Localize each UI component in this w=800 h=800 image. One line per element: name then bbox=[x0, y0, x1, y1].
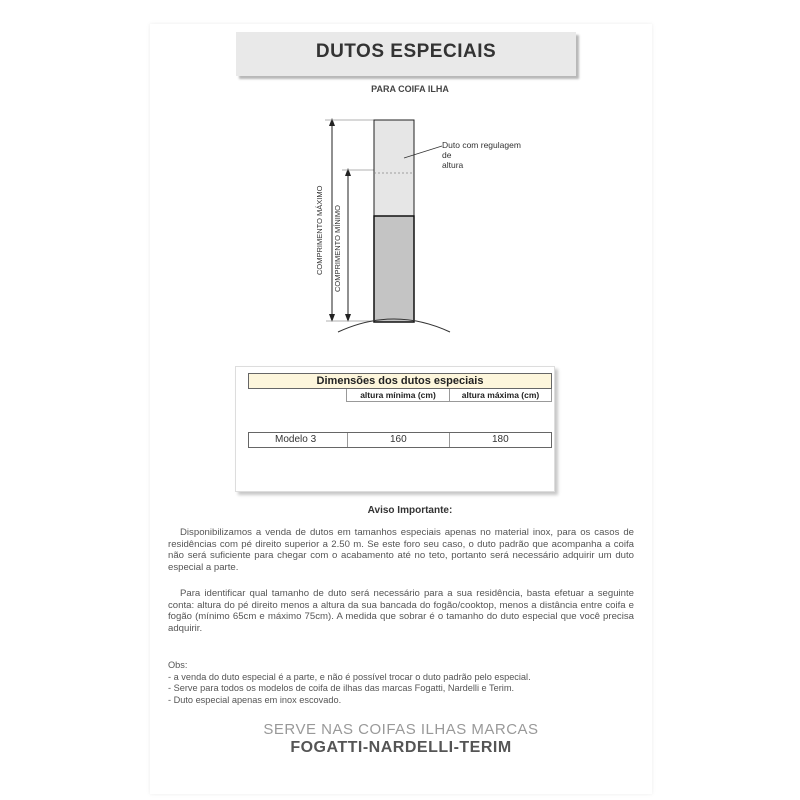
obs-section bbox=[168, 660, 588, 706]
row-min-value: 160 bbox=[390, 434, 407, 445]
table-title: Dimensões dos dutos especiais bbox=[248, 373, 552, 389]
obs-item: - Serve para todos os modelos de coifa de ilhas das marcas Fogatti, Nardelli e Terim. bbox=[168, 683, 515, 693]
notice-paragraph-2: Para identificar qual tamanho de duto será necessário para a sua residência, basta efetuar a seguinte conta: altura do pé direito menos a altura da sua bancada do fogão/cooktop, menos a distância entre coifa e fogão (mínimo 65cm e máximo 75cm). A medida que sobrar é o tamanho do duto especial que você precisa adquirir. bbox=[168, 588, 634, 634]
title-banner bbox=[236, 32, 576, 76]
page-title: DUTOS ESPECIAIS bbox=[315, 41, 497, 62]
notice-heading: Aviso Importante: bbox=[367, 505, 453, 516]
col-header-min: altura mínima (cm) bbox=[346, 389, 450, 402]
row-max-value: 180 bbox=[492, 434, 509, 445]
col-header-max: altura máxima (cm) bbox=[449, 389, 552, 402]
row-divider bbox=[347, 433, 348, 447]
min-arrow-top bbox=[345, 168, 351, 176]
max-arrow-top bbox=[329, 118, 335, 126]
obs-heading: Obs: bbox=[168, 660, 188, 670]
callout-line2: de bbox=[442, 150, 452, 160]
duct-callout bbox=[442, 140, 552, 170]
row-divider bbox=[449, 433, 450, 447]
table-row bbox=[248, 432, 552, 448]
footer-line-1: SERVE NAS COIFAS ILHAS MARCAS bbox=[263, 721, 539, 738]
callout-line3: altura bbox=[442, 160, 464, 170]
upper-duct bbox=[374, 120, 414, 216]
obs-item: - Duto especial apenas em inox escovado. bbox=[168, 694, 342, 705]
label-max-length: COMPRIMENTO MÁXIMO bbox=[315, 185, 324, 275]
footer-brands: FOGATTI-NARDELLI-TERIM bbox=[290, 739, 512, 756]
notice-paragraph-1: Disponibilizamos a venda de dutos em tamanhos especiais apenas no material inox, para os casos de residências com pé direito superior a 2.50 m. Se este foro seu caso, o duto padrão que acompanha a coifa não será suficiente para chegar com o acabamento até no teto, portanto será necessário adquirir um duto especial a parte. bbox=[168, 527, 634, 573]
callout-line1: Duto com regulagem bbox=[442, 140, 521, 150]
page-subtitle: PARA COIFA ILHA bbox=[371, 84, 449, 94]
label-min-length: COMPRIMENTO MÍNIMO bbox=[333, 205, 342, 292]
obs-item: - a venda do duto especial é a parte, e não é possível trocar o duto padrão pelo especial. bbox=[168, 671, 531, 682]
lower-duct bbox=[374, 216, 414, 322]
row-model: Modelo 3 bbox=[275, 434, 317, 445]
